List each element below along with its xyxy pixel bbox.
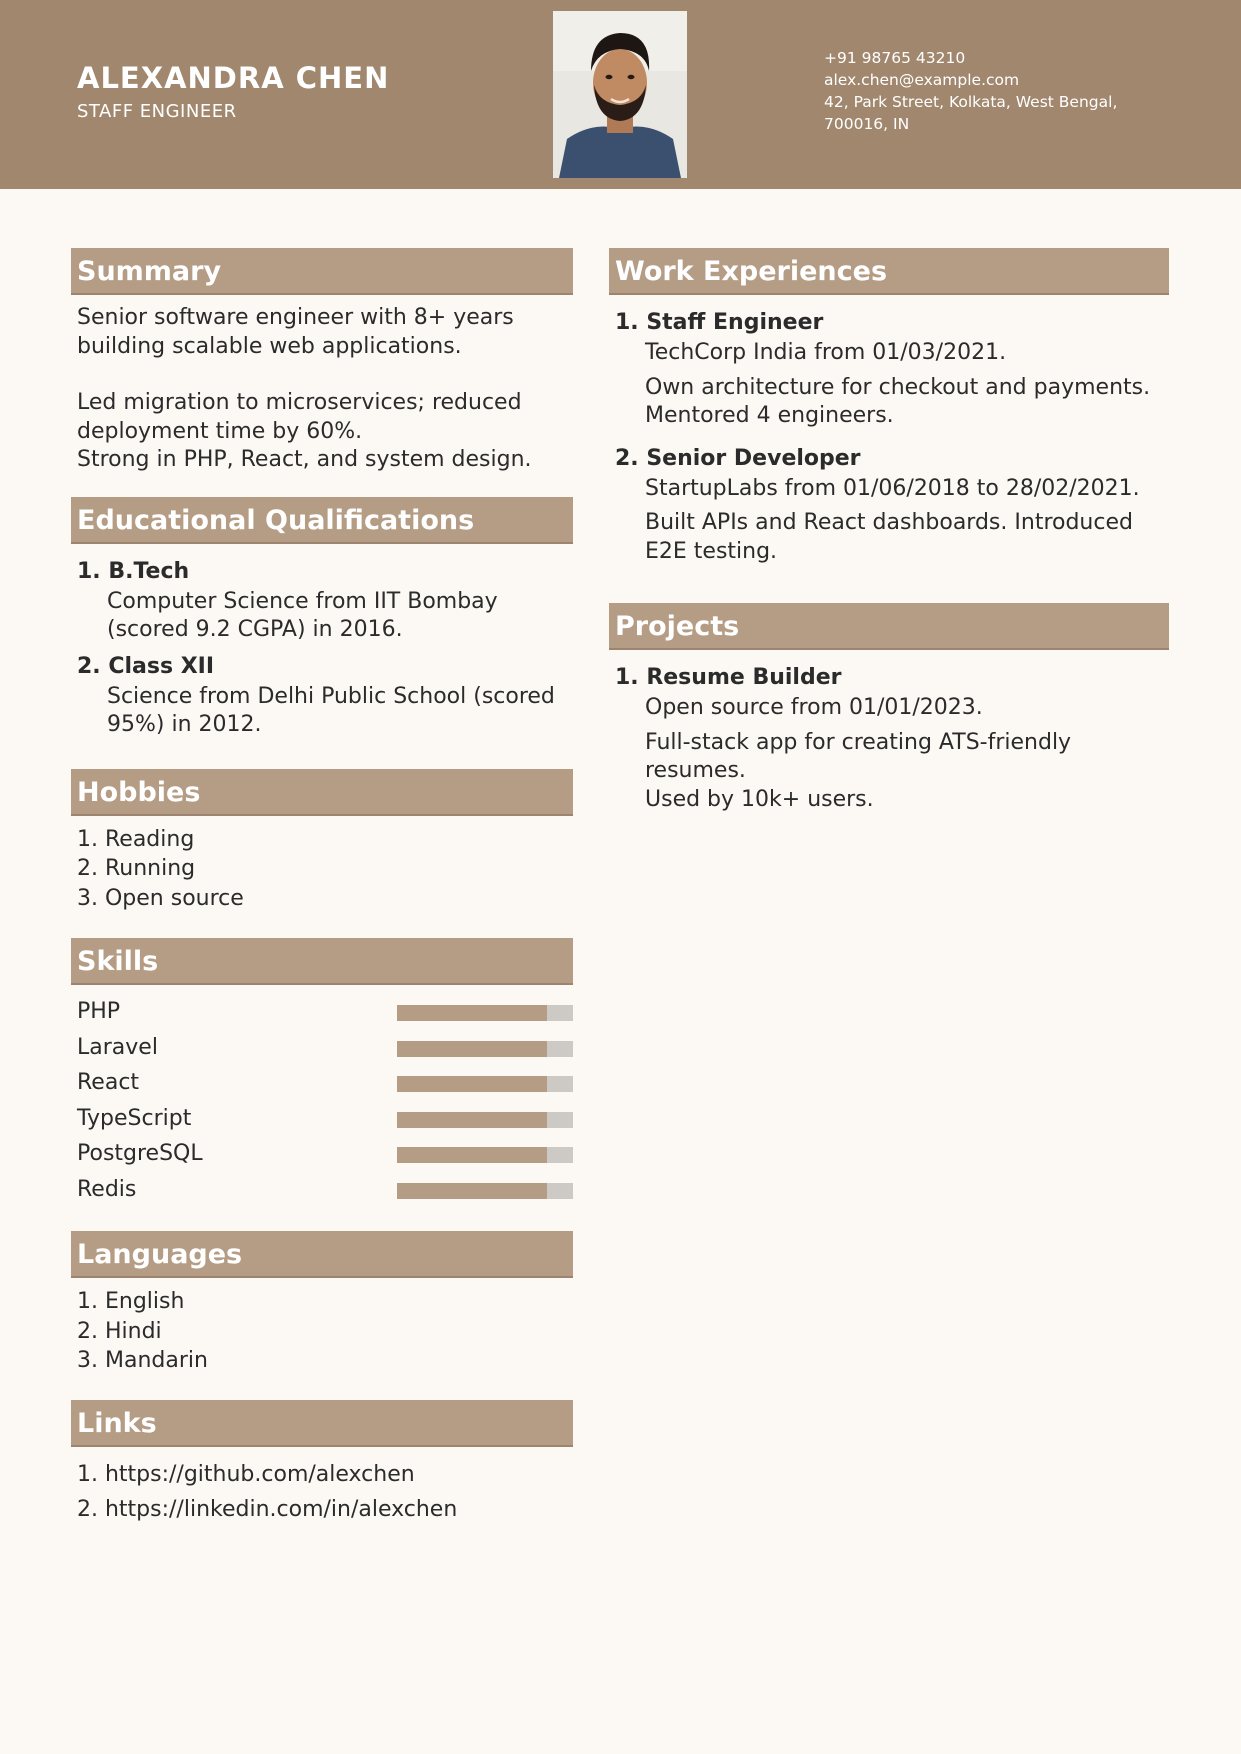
education-detail: Science from Delhi Public School (scored 95%) in 2012. [107,683,555,737]
skills-heading: Skills [71,938,573,985]
portrait-image [553,11,687,178]
summary-paragraph-1: Senior software engineer with 8+ years building scalable web applications. [77,305,514,359]
skill-row [71,1069,573,1105]
education-item [71,651,573,740]
work-item [609,307,1169,431]
skill-name: PHP [77,999,121,1024]
job-description: Own architecture for checkout and payments. [645,374,1151,400]
job-company: TechCorp India from 01/03/2021. [645,340,1007,365]
profile-photo [553,11,687,178]
phone-number: +91 98765 43210 [824,49,966,67]
list-item: 3. Mandarin [77,1348,208,1373]
profile-link[interactable]: 2. https://linkedin.com/in/alexchen [77,1497,458,1522]
education-title: 2. Class XII [77,653,215,679]
education-section [71,497,573,740]
resume-header [0,0,1241,189]
skill-level-bar [397,1076,573,1092]
list-item: 2. Running [77,856,196,881]
links-list [71,1457,573,1528]
list-item: 1. Reading [77,826,195,852]
job-description: Mentored 4 engineers. [645,403,894,428]
work-item [609,443,1169,567]
languages-section [71,1231,573,1376]
hobbies-section [71,769,573,914]
skill-name: TypeScript [77,1105,192,1131]
skill-name: Laravel [77,1034,158,1060]
projects-section [609,603,1169,814]
hobbies-list [71,825,573,914]
profile-link[interactable]: 1. https://github.com/alexchen [77,1461,415,1487]
skill-level-fill [397,1041,547,1057]
list-item: 3. Open source [77,885,244,911]
skill-level-fill [397,1147,547,1163]
skill-level-bar [397,1147,573,1163]
job-title: 1. Staff Engineer [615,310,824,335]
skill-name: React [77,1070,140,1095]
project-item [609,662,1169,814]
candidate-name: ALEXANDRA CHEN [77,61,390,95]
education-heading: Educational Qualifications [71,497,573,544]
skill-name: Redis [77,1176,137,1202]
work-section [609,248,1169,566]
skill-name: PostgreSQL [77,1141,203,1166]
postal-address: 42, Park Street, Kolkata, West Bengal, 700016, IN [824,93,1118,133]
skill-row [71,1105,573,1141]
project-description: Full-stack app for creating ATS-friendly resumes. [645,729,1072,783]
job-company: StartupLabs from 01/06/2018 to 28/02/2021. [645,475,1140,501]
skill-level-bar [397,1112,573,1128]
skill-level-fill [397,1005,547,1021]
summary-section [71,248,573,475]
job-title: 2. Senior Developer [615,445,861,471]
job-description: Built APIs and React dashboards. Introduced E2E testing. [645,510,1133,564]
skill-level-bar [397,1183,573,1199]
skill-row [71,998,573,1034]
skills-section [71,938,573,1211]
skill-level-fill [397,1112,547,1128]
education-detail: Computer Science from IIT Bombay (scored 9.2 CGPA) in 2016. [107,588,498,642]
skills-list [71,998,573,1211]
languages-heading: Languages [71,1231,573,1278]
email-address: alex.chen@example.com [824,71,1020,89]
skill-level-fill [397,1076,547,1092]
list-item: 1. English [77,1289,185,1314]
links-heading: Links [71,1400,573,1447]
links-section [71,1400,573,1528]
languages-list [71,1287,573,1376]
summary-heading: Summary [71,248,573,295]
hobbies-heading: Hobbies [71,769,573,816]
skill-level-bar [397,1005,573,1021]
education-title: 1. B.Tech [77,558,190,584]
left-column [71,248,573,1528]
summary-paragraph-3: Strong in PHP, React, and system design. [77,447,532,472]
project-title: 1. Resume Builder [615,665,842,690]
education-item [71,556,573,645]
projects-heading: Projects [609,603,1169,650]
summary-paragraph-2: Led migration to microservices; reduced deployment time by 60%. [77,390,522,444]
project-description: Used by 10k+ users. [645,786,874,812]
skill-level-bar [397,1041,573,1057]
skill-row [71,1034,573,1070]
skill-row [71,1176,573,1212]
list-item: 2. Hindi [77,1318,162,1344]
skill-level-fill [397,1183,547,1199]
project-source: Open source from 01/01/2023. [645,695,983,720]
skill-row [71,1140,573,1176]
candidate-title: STAFF ENGINEER [77,101,237,122]
contact-info [824,47,1154,135]
work-heading: Work Experiences [609,248,1169,295]
right-column [609,248,1169,814]
